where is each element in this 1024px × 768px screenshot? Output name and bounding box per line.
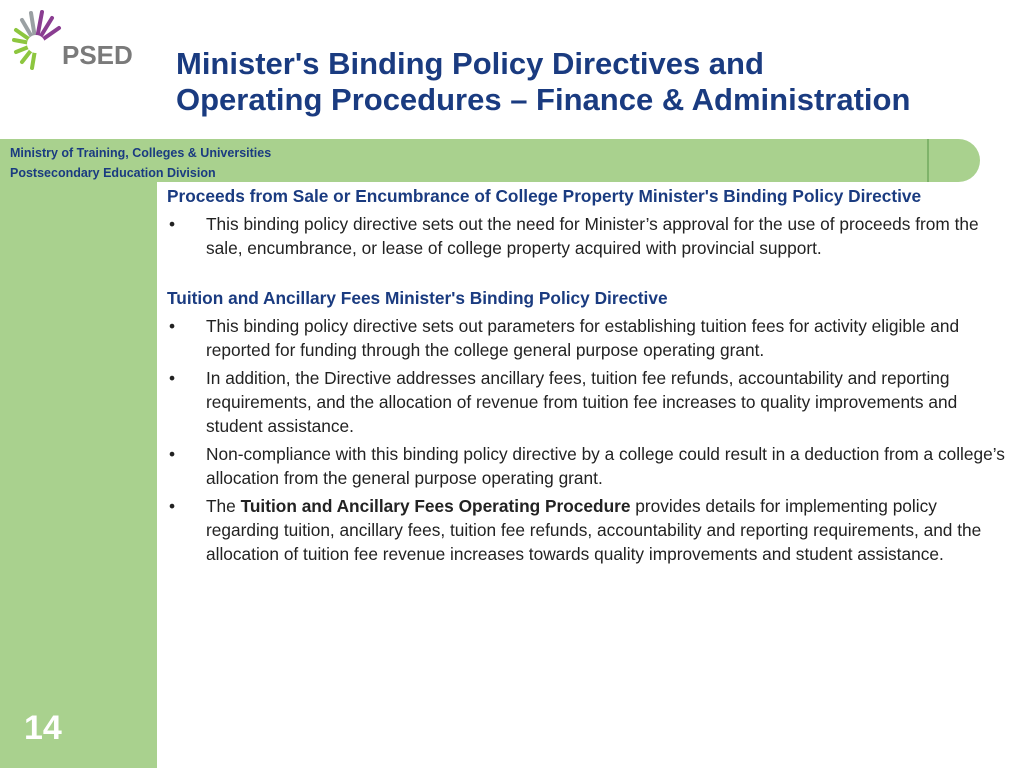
psed-logo xyxy=(6,4,156,74)
bullet-text-prefix: The xyxy=(206,496,241,516)
bullet-icon: • xyxy=(169,368,176,388)
bullet-text xyxy=(206,496,981,564)
band-divider xyxy=(927,139,929,182)
bullet-text-suffix: provides details for implementing policy regarding tuition, ancillary fees, tuition fee refunds, accountability and reporting requirements, and the allocation of tuition fee revenue increases towards quality improvements and student assistance. xyxy=(206,496,982,564)
ministry-name: Ministry of Training, Colleges & Universities xyxy=(10,146,272,160)
slide-content xyxy=(167,184,1007,566)
logo-text: PSED xyxy=(62,40,133,70)
slide-title xyxy=(176,46,1016,118)
bullet-icon: • xyxy=(169,496,176,516)
bullet-text: In addition, the Directive addresses ancillary fees, tuition fee refunds, accountability and reporting requirements, and the allocation of revenue from tuition fee increases to quality improvements and student assistance. xyxy=(206,368,958,436)
list-item xyxy=(167,314,1007,362)
operating-procedure-name: Tuition and Ancillary Fees Operating Procedure xyxy=(240,496,631,516)
list-item xyxy=(167,442,1007,490)
list-item xyxy=(167,366,1007,438)
list-item xyxy=(167,212,1007,260)
bullet-icon: • xyxy=(169,316,176,336)
slide-number: 14 xyxy=(24,709,62,747)
division-name: Postsecondary Education Division xyxy=(10,166,216,180)
bullet-text: Non-compliance with this binding policy directive by a college could result in a deduction from a college’s allocation from the general purpose operating grant. xyxy=(206,444,1005,488)
section-heading-tuition: Tuition and Ancillary Fees Minister's Binding Policy Directive xyxy=(167,288,668,308)
bullet-text: This binding policy directive sets out parameters for establishing tuition fees for activity eligible and reported for funding through the college general purpose operating grant. xyxy=(206,316,960,360)
organization-label xyxy=(10,143,271,183)
bullet-icon: • xyxy=(169,444,176,464)
section-heading-proceeds: Proceeds from Sale or Encumbrance of College Property Minister's Binding Policy Directive xyxy=(167,186,922,206)
psed-logo-mark xyxy=(6,4,156,74)
title-line-1: Minister's Binding Policy Directives and xyxy=(176,46,764,81)
title-line-2: Operating Procedures – Finance & Administration xyxy=(176,82,911,117)
list-item xyxy=(167,494,1007,566)
bullet-text: This binding policy directive sets out the need for Minister’s approval for the use of proceeds from the sale, encumbrance, or lease of college property acquired with provincial support. xyxy=(206,214,979,258)
left-sidebar xyxy=(0,182,157,768)
bullet-icon: • xyxy=(169,214,176,234)
